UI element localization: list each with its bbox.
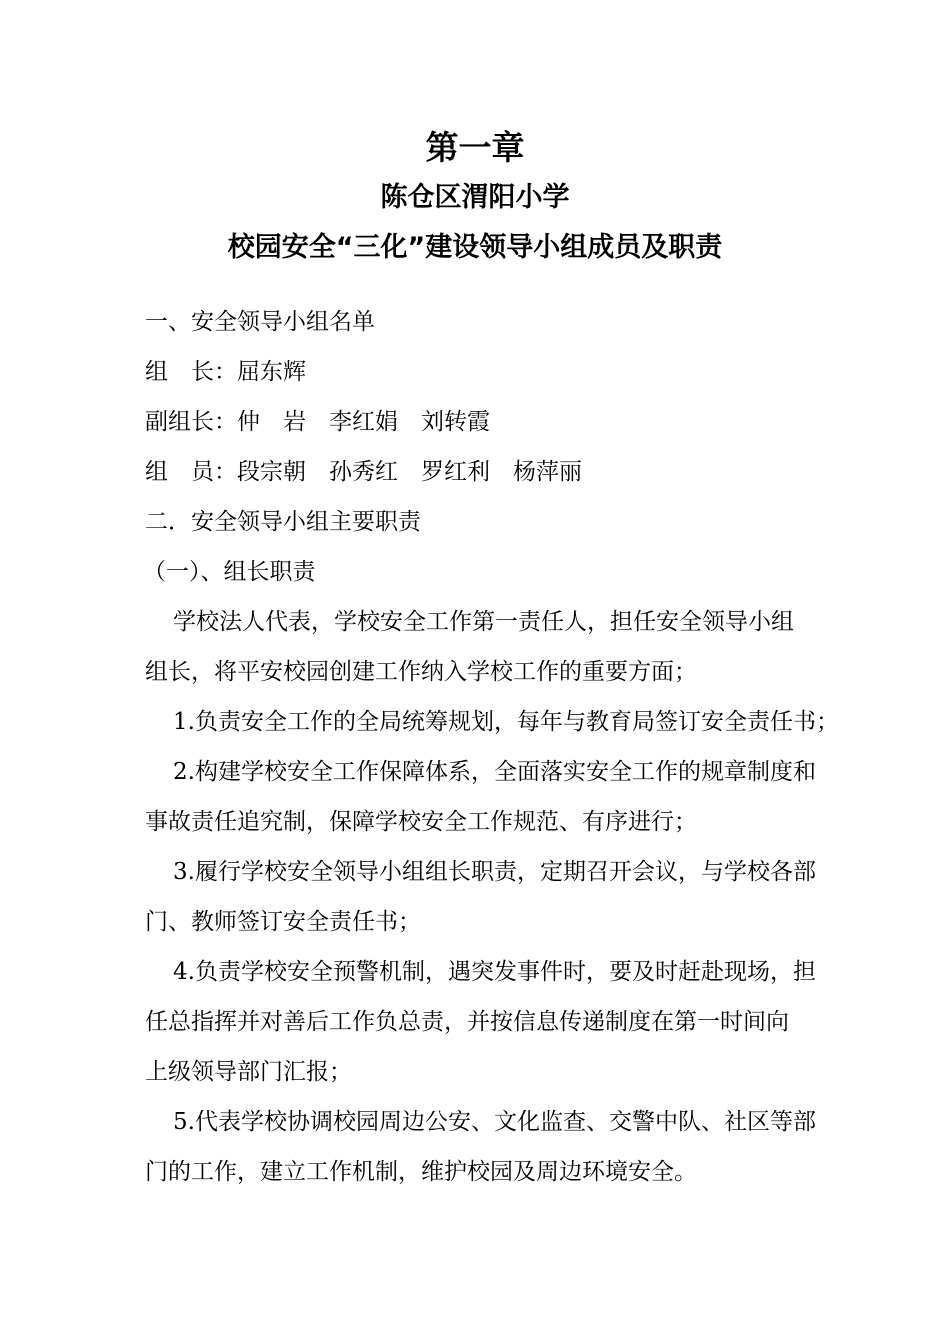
members-line: 组 员：段宗朝 孙秀红 罗红利 杨萍丽 (145, 459, 582, 485)
duty-item-2: 2.构建学校安全工作保障体系，全面落实安全工作的规章制度和 (150, 759, 816, 785)
duty-item-3: 3.履行学校安全领导小组组长职责，定期召开会议，与学校各部 (150, 859, 816, 885)
duty-item-5: 5.代表学校协调校园周边公安、文化监查、交警中队、社区等部 (150, 1109, 816, 1135)
duty-item-3-continued: 门、教师签订安全责任书； (145, 909, 421, 935)
duty-item-4: 4.负责学校安全预警机制，遇突发事件时，要及时赶赴现场，担 (150, 959, 816, 985)
school-name: 陈仓区渭阳小学 (380, 182, 570, 213)
duty-item-4-continued: 上级领导部门汇报； (145, 1059, 352, 1085)
duty-item-2-continued: 事故责任追究制，保障学校安全工作规范、有序进行； (145, 809, 697, 835)
duty-item-1: 1.负责安全工作的全局统筹规划，每年与教育局签订安全责任书； (150, 709, 839, 735)
leader-line: 组 长：屈东辉 (145, 359, 306, 385)
document-subject: 校园安全“三化”建设领导小组成员及职责 (227, 232, 723, 263)
section-heading-list: 一、安全领导小组名单 (145, 309, 375, 335)
paragraph-line: 组长，将平安校园创建工作纳入学校工作的重要方面； (145, 659, 697, 685)
chapter-title: 第一章 (425, 128, 525, 167)
deputy-leaders-line: 副组长：仲 岩 李红娟 刘转霞 (145, 409, 490, 435)
subsection-heading-leader-duties: （一）、组长职责 (143, 559, 316, 585)
duty-item-5-continued: 门的工作，建立工作机制，维护校园及周边环境安全。 (145, 1159, 697, 1185)
duty-item-4-continued: 任总指挥并对善后工作负总责，并按信息传递制度在第一时间向 (145, 1009, 789, 1035)
section-heading-duties: 二．安全领导小组主要职责 (145, 509, 421, 535)
paragraph-line: 学校法人代表，学校安全工作第一责任人，担任安全领导小组 (150, 609, 794, 635)
